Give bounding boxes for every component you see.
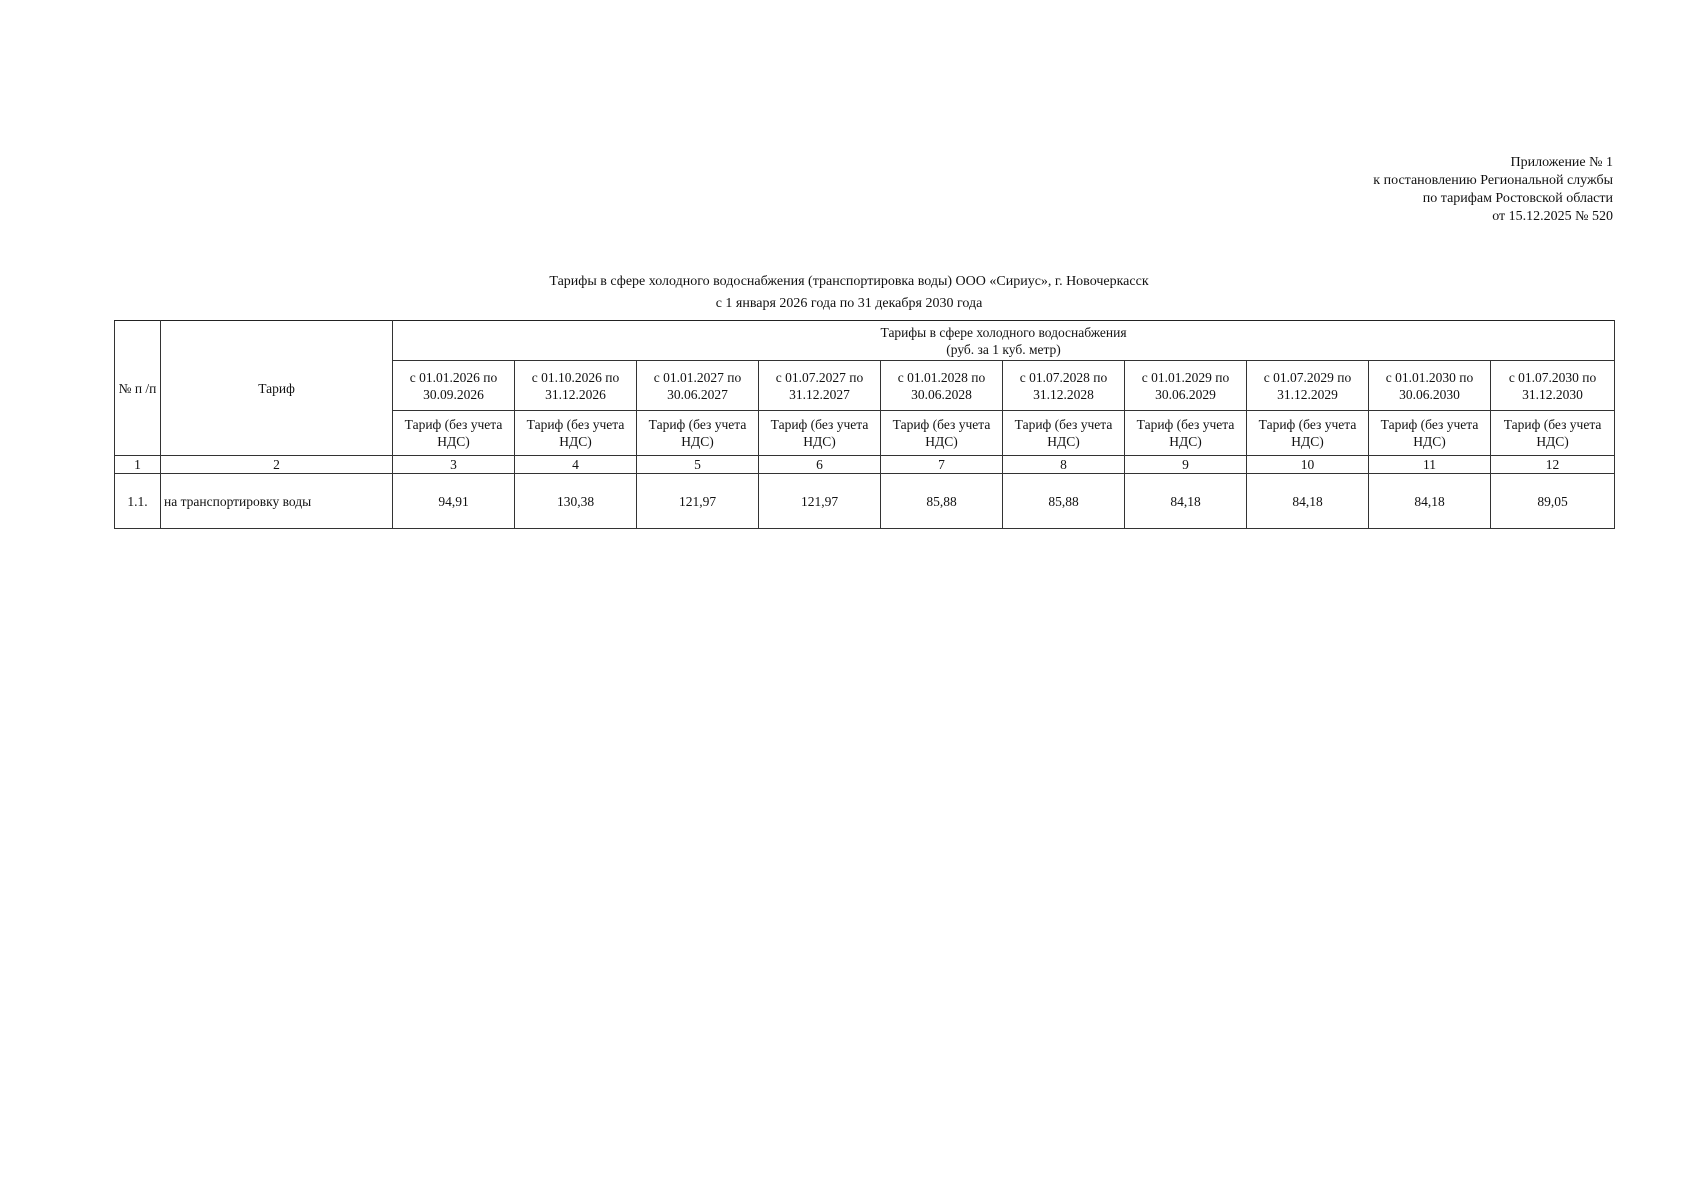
header-group-cell	[393, 321, 1615, 361]
header-group-title: Тарифы в сфере холодного водоснабжения	[880, 324, 1127, 340]
column-number-cell: 9	[1125, 456, 1247, 474]
column-number-cell: 5	[637, 456, 759, 474]
appendix-line: Приложение № 1	[1510, 155, 1613, 170]
appendix-line: по тарифам Ростовской области	[1422, 191, 1613, 206]
tariff-value-cell: 85,88	[881, 474, 1003, 529]
period-header-cell: с 01.01.2026 по 30.09.2026	[393, 361, 515, 411]
tariff-value-cell: 84,18	[1247, 474, 1369, 529]
period-header-cell: с 01.01.2030 по 30.06.2030	[1369, 361, 1491, 411]
appendix-line: от 15.12.2025 № 520	[1492, 209, 1613, 224]
vat-label-cell: Тариф (без учета НДС)	[1125, 411, 1247, 456]
column-number-cell: 8	[1003, 456, 1125, 474]
table-header-row	[115, 321, 1615, 361]
header-group-unit: (руб. за 1 куб. метр)	[946, 341, 1061, 357]
vat-label-cell: Тариф (без учета НДС)	[1247, 411, 1369, 456]
row-number-cell: 1.1.	[115, 474, 161, 529]
period-header-cell: с 01.07.2027 по 31.12.2027	[759, 361, 881, 411]
document-title	[0, 271, 1698, 315]
vat-label-cell: Тариф (без учета НДС)	[1369, 411, 1491, 456]
period-header-cell: с 01.01.2029 по 30.06.2029	[1125, 361, 1247, 411]
tariff-value-cell: 84,18	[1125, 474, 1247, 529]
header-tariff-cell: Тариф	[161, 321, 393, 456]
tariff-value-cell: 130,38	[515, 474, 637, 529]
table-body	[115, 474, 1615, 529]
period-header-cell: с 01.07.2028 по 31.12.2028	[1003, 361, 1125, 411]
title-line: Тарифы в сфере холодного водоснабжения (транспортировка воды) ООО «Сириус», г. Новочеркасск	[549, 274, 1149, 289]
tariff-value-cell: 84,18	[1369, 474, 1491, 529]
tariff-value-cell: 121,97	[759, 474, 881, 529]
appendix-block	[1373, 154, 1613, 226]
column-number-cell: 7	[881, 456, 1003, 474]
column-number-cell: 2	[161, 456, 393, 474]
column-number-cell: 10	[1247, 456, 1369, 474]
vat-label-cell: Тариф (без учета НДС)	[759, 411, 881, 456]
tariff-value-cell: 89,05	[1491, 474, 1615, 529]
column-number-cell: 3	[393, 456, 515, 474]
column-number-cell: 1	[115, 456, 161, 474]
vat-label-cell: Тариф (без учета НДС)	[393, 411, 515, 456]
column-number-cell: 6	[759, 456, 881, 474]
tariff-value-cell: 85,88	[1003, 474, 1125, 529]
vat-label-cell: Тариф (без учета НДС)	[1003, 411, 1125, 456]
column-number-cell: 4	[515, 456, 637, 474]
column-number-cell: 12	[1491, 456, 1615, 474]
tariff-value-cell: 121,97	[637, 474, 759, 529]
period-header-cell: с 01.07.2030 по 31.12.2030	[1491, 361, 1615, 411]
title-subtitle: с 1 января 2026 года по 31 декабря 2030 года	[715, 296, 983, 311]
vat-label-cell: Тариф (без учета НДС)	[637, 411, 759, 456]
table-row	[115, 474, 1615, 529]
column-numbers-row	[115, 456, 1615, 474]
vat-label-cell: Тариф (без учета НДС)	[881, 411, 1003, 456]
tariffs-table	[114, 320, 1615, 529]
column-number-cell: 11	[1369, 456, 1491, 474]
header-number-cell: № п /п	[115, 321, 161, 456]
vat-label-cell: Тариф (без учета НДС)	[515, 411, 637, 456]
appendix-line: к постановлению Региональной службы	[1373, 173, 1613, 188]
tariff-value-cell: 94,91	[393, 474, 515, 529]
row-name-cell: на транспортировку воды	[161, 474, 393, 529]
period-header-cell: с 01.07.2029 по 31.12.2029	[1247, 361, 1369, 411]
vat-label-cell: Тариф (без учета НДС)	[1491, 411, 1615, 456]
period-header-cell: с 01.10.2026 по 31.12.2026	[515, 361, 637, 411]
period-header-cell: с 01.01.2027 по 30.06.2027	[637, 361, 759, 411]
period-header-cell: с 01.01.2028 по 30.06.2028	[881, 361, 1003, 411]
